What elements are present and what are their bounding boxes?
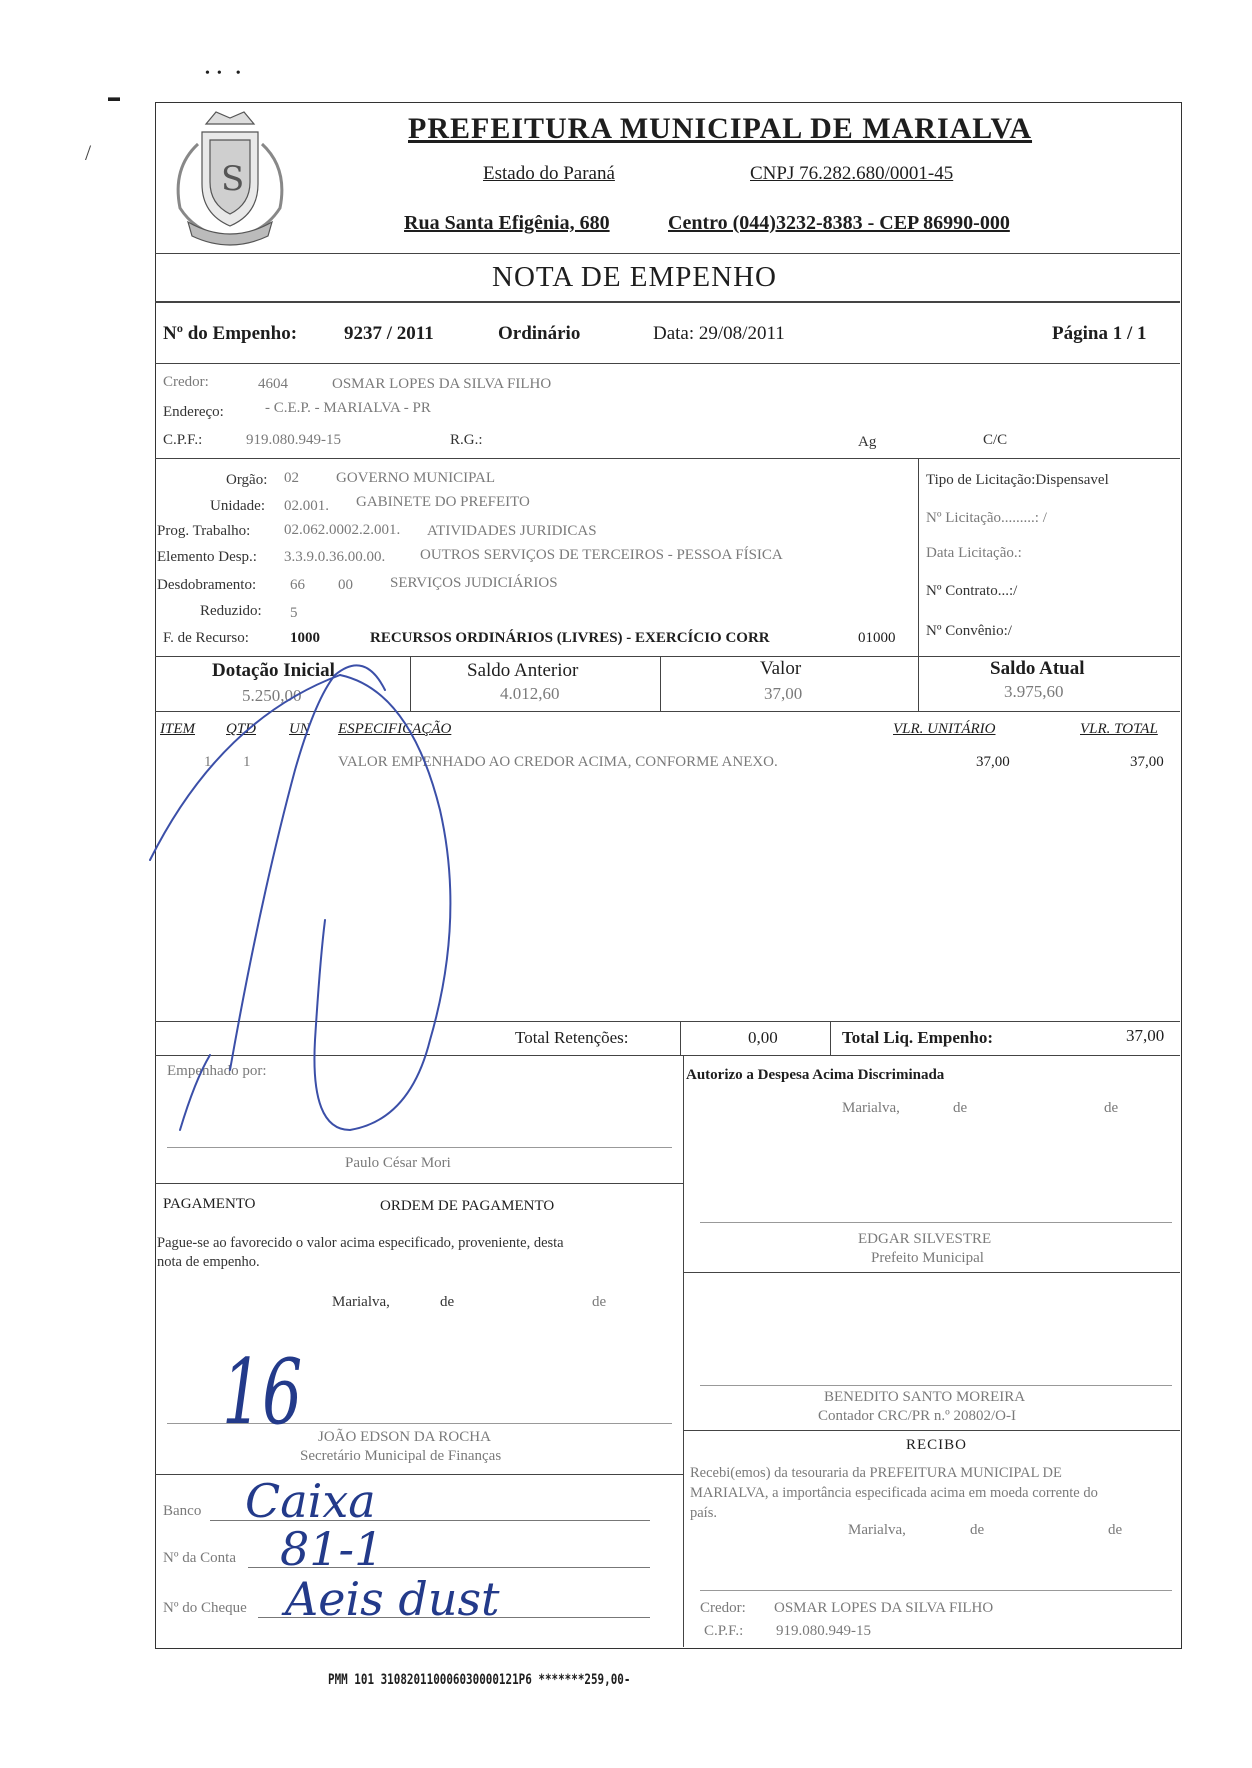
- empenho-number-label: Nº do Empenho:: [163, 323, 298, 344]
- municipal-coat-of-arms-icon: [158, 104, 302, 248]
- pagamento-city: Marialva,: [332, 1294, 390, 1310]
- orgao-label: Orgão:: [226, 472, 268, 488]
- autorizo-de-2: de: [1104, 1100, 1119, 1116]
- pagamento-de-2: de: [592, 1294, 607, 1310]
- tipo-licitacao: Tipo de Licitação:Dispensavel: [926, 472, 1109, 488]
- ordem-pagamento: ORDEM DE PAGAMENTO: [380, 1198, 555, 1214]
- item-especificacao: VALOR EMPENHADO AO CREDOR ACIMA, CONFORME ANEXO.: [338, 754, 778, 770]
- saldo-atual-label: Saldo Atual: [990, 658, 1085, 679]
- total-liquido-value: 37,00: [1126, 1026, 1165, 1045]
- credor-cpf: 919.080.949-15: [246, 432, 341, 448]
- conta-label: Nº da Conta: [163, 1550, 236, 1566]
- scan-speck: /: [85, 140, 92, 165]
- total-retencoes-value: 0,00: [748, 1028, 778, 1047]
- unidade-label: Unidade:: [210, 498, 265, 514]
- autorizo-de-1: de: [953, 1100, 968, 1116]
- col-especificacao: ESPECIFICAÇÃO: [338, 721, 452, 737]
- contador-role: Contador CRC/PR n.º 20802/O-I: [818, 1408, 1016, 1424]
- empenho-number: 9237 / 2011: [344, 323, 434, 344]
- unidade-code: 02.001.: [284, 498, 329, 514]
- total-liquido-label: Total Liq. Empenho:: [842, 1028, 993, 1047]
- credor-code: 4604: [258, 376, 288, 392]
- rg-label: R.G.:: [450, 432, 483, 448]
- dotacao-value: 5.250,00: [242, 686, 302, 705]
- orgao-name: GOVERNO MUNICIPAL: [336, 470, 496, 486]
- empenho-page: Página 1 / 1: [1052, 323, 1147, 344]
- credor-label: Credor:: [163, 374, 209, 390]
- banco-label: Banco: [163, 1503, 202, 1519]
- ag-label: Ag: [858, 434, 877, 450]
- recibo-credor-name: OSMAR LOPES DA SILVA FILHO: [774, 1600, 994, 1616]
- cc-label: C/C: [983, 432, 1008, 448]
- numero-convenio: Nº Convênio:/: [926, 623, 1012, 639]
- recibo-de-2: de: [1108, 1522, 1123, 1538]
- fonte-name: RECURSOS ORDINÁRIOS (LIVRES) - EXERCÍCIO CORR: [370, 630, 770, 646]
- pagamento-label: PAGAMENTO: [163, 1196, 256, 1212]
- col-item: ITEM: [160, 721, 195, 737]
- address-rest: Centro (044)3232-8383 - CEP 86990-000: [668, 212, 1010, 234]
- cheque-handwritten: Aeis dust: [285, 1572, 500, 1626]
- unidade-name: GABINETE DO PREFEITO: [356, 494, 530, 510]
- credor-address: - C.E.P. - MARIALVA - PR: [265, 400, 431, 416]
- recibo-text-3: país.: [690, 1505, 717, 1521]
- scan-speck: ▬: [108, 90, 120, 104]
- reduzido-label: Reduzido:: [200, 603, 262, 619]
- col-un: UN: [289, 721, 310, 737]
- svg-text:S: S: [221, 159, 245, 199]
- empenho-type: Ordinário: [498, 323, 581, 344]
- recibo-title: RECIBO: [906, 1437, 968, 1453]
- secretario-role: Secretário Municipal de Finanças: [300, 1448, 502, 1464]
- fonte-code: 1000: [290, 630, 320, 646]
- desdobramento-label: Desdobramento:: [157, 577, 257, 593]
- pagamento-text-2: nota de empenho.: [157, 1254, 260, 1270]
- desdobramento-a: 66: [290, 577, 305, 593]
- fonte-label: F. de Recurso:: [163, 630, 249, 646]
- contador-name: BENEDITO SANTO MOREIRA: [824, 1389, 1026, 1405]
- valor-value: 37,00: [764, 684, 803, 703]
- prog-label: Prog. Trabalho:: [157, 523, 251, 539]
- endereco-label: Endereço:: [163, 404, 224, 420]
- recibo-credor-label: Credor:: [700, 1600, 746, 1616]
- address-street: Rua Santa Efigênia, 680: [404, 212, 610, 234]
- empenhado-signer: Paulo César Mori: [345, 1155, 451, 1171]
- empenho-date: Data: 29/08/2011: [653, 323, 785, 344]
- recibo-cpf: 919.080.949-15: [776, 1623, 871, 1639]
- total-retencoes-label: Total Retenções:: [515, 1028, 629, 1047]
- valor-label: Valor: [760, 658, 802, 679]
- item-vlr-total: 37,00: [1130, 754, 1164, 770]
- org-name: PREFEITURA MUNICIPAL DE MARIALVA: [408, 112, 1033, 145]
- col-vlr-unitario: VLR. UNITÁRIO: [893, 721, 996, 737]
- prog-name: ATIVIDADES JURIDICAS: [427, 523, 597, 539]
- cnpj: CNPJ 76.282.680/0001-45: [750, 163, 954, 184]
- numero-contrato: Nº Contrato...:/: [926, 583, 1018, 599]
- elemento-label: Elemento Desp.:: [157, 549, 257, 565]
- check-print-line: PMM 101 310820110006030000121P6 *******259,00-: [328, 1672, 631, 1688]
- state-name: Estado do Paraná: [483, 163, 615, 184]
- desdobramento-name: SERVIÇOS JUDICIÁRIOS: [390, 575, 558, 591]
- numero-licitacao: Nº Licitação.........: /: [926, 510, 1047, 526]
- autorizo-city: Marialva,: [842, 1100, 900, 1116]
- handwritten-pen-mark-icon: [110, 660, 510, 1180]
- prefeito-role: Prefeito Municipal: [871, 1250, 984, 1266]
- dotacao-label: Dotação Inicial: [212, 660, 335, 681]
- recibo-text-2: MARIALVA, a importância especificada acima em moeda corrente do: [690, 1485, 1098, 1501]
- saldo-atual-value: 3.975,60: [1004, 682, 1064, 701]
- recibo-cpf-label: C.P.F.:: [704, 1623, 744, 1639]
- scan-speck: • • •: [205, 66, 241, 81]
- col-qtd: QTD: [226, 721, 257, 737]
- cheque-label: Nº do Cheque: [163, 1600, 247, 1616]
- autorizo-label: Autorizo a Despesa Acima Discriminada: [686, 1067, 945, 1083]
- handwritten-initials: 16: [222, 1340, 303, 1445]
- orgao-code: 02: [284, 470, 299, 486]
- recibo-de-1: de: [970, 1522, 985, 1538]
- secretario-name: JOÃO EDSON DA ROCHA: [318, 1429, 491, 1445]
- saldo-anterior-value: 4.012,60: [500, 684, 560, 703]
- elemento-code: 3.3.9.0.36.00.00.: [284, 549, 386, 565]
- data-licitacao: Data Licitação.:: [926, 545, 1022, 561]
- fonte-number: 01000: [858, 630, 896, 646]
- credor-name: OSMAR LOPES DA SILVA FILHO: [332, 376, 552, 392]
- banco-handwritten: Caixa: [245, 1474, 376, 1528]
- document-title: NOTA DE EMPENHO: [492, 261, 777, 293]
- recibo-city: Marialva,: [848, 1522, 906, 1538]
- desdobramento-b: 00: [338, 577, 353, 593]
- prog-code: 02.062.0002.2.001.: [284, 522, 401, 538]
- reduzido-value: 5: [290, 605, 298, 621]
- item-vlr-unitario: 37,00: [976, 754, 1010, 770]
- item-qtd: 1: [243, 754, 251, 770]
- conta-handwritten: 81-1: [280, 1522, 384, 1576]
- cpf-label: C.P.F.:: [163, 432, 203, 448]
- recibo-text-1: Recebi(emos) da tesouraria da PREFEITURA MUNICIPAL DE: [690, 1465, 1062, 1481]
- col-vlr-total: VLR. TOTAL: [1080, 721, 1158, 737]
- pagamento-de-1: de: [440, 1294, 455, 1310]
- prefeito-name: EDGAR SILVESTRE: [858, 1231, 992, 1247]
- item-number: 1: [204, 754, 212, 770]
- elemento-name: OUTROS SERVIÇOS DE TERCEIROS - PESSOA FÍSICA: [420, 547, 783, 563]
- saldo-anterior-label: Saldo Anterior: [467, 660, 579, 681]
- empenhado-label: Empenhado por:: [167, 1063, 267, 1079]
- pagamento-text-1: Pague-se ao favorecido o valor acima especificado, proveniente, desta: [157, 1235, 564, 1251]
